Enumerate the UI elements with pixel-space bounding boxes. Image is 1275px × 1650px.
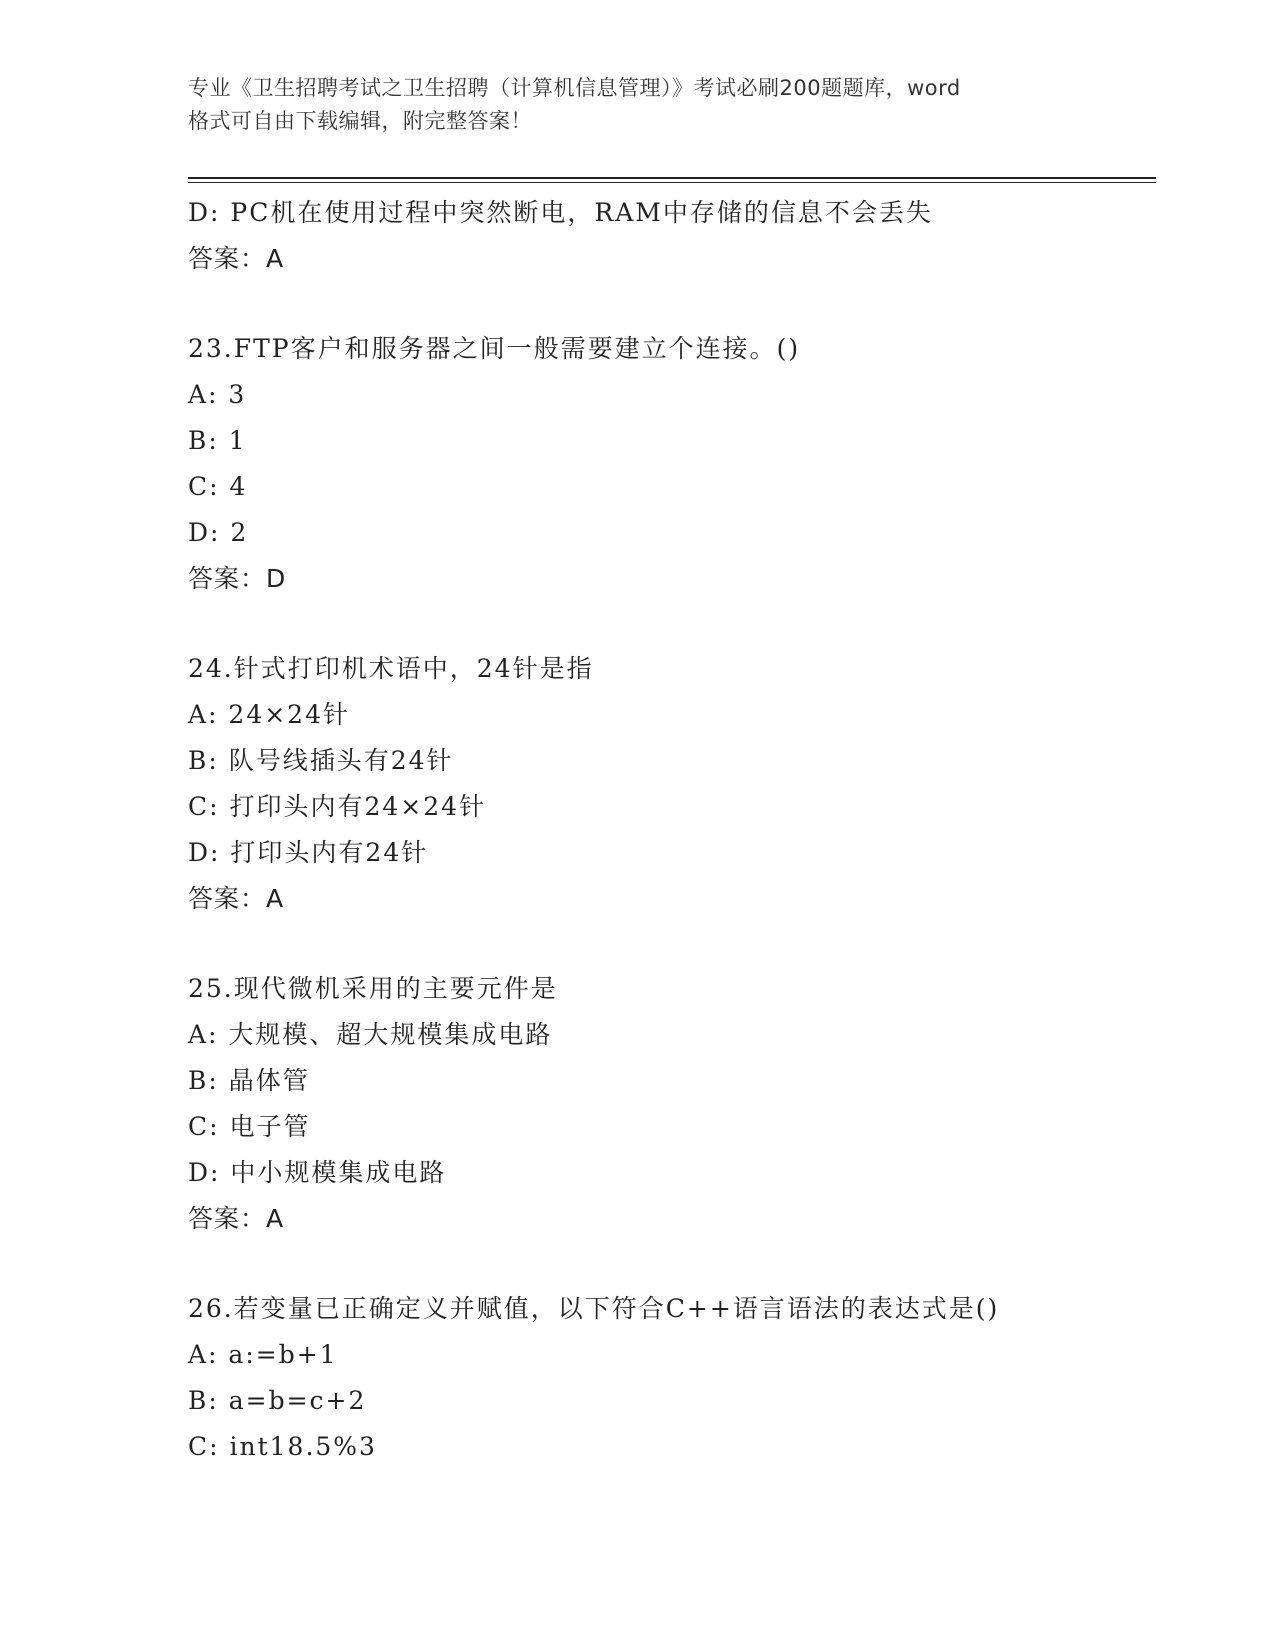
header-divider-thin (188, 182, 1156, 183)
header-title-line-2: 格式可自由下载编辑，附完整答案！ (188, 109, 532, 133)
question-stem: 23.FTP客户和服务器之间一般需要建立个连接。() (188, 334, 801, 363)
question-stem: 25.现代微机采用的主要元件是 (188, 974, 558, 1003)
question-block-23 (188, 326, 1148, 602)
spacer (188, 282, 1148, 326)
option-c: C: 4 (188, 472, 248, 501)
answer-line: 答案：A (188, 884, 285, 913)
option-c: C: 打印头内有24×24针 (188, 792, 487, 821)
question-stem: 26.若变量已正确定义并赋值，以下符合C++语言语法的表达式是() (188, 1294, 1000, 1323)
header-title-line-1: 专业《卫生招聘考试之卫生招聘（计算机信息管理）》考试必刷200题题库，word (188, 76, 961, 100)
option-b: B: a=b=c+2 (188, 1386, 367, 1415)
option-d: D: 打印头内有24针 (188, 838, 429, 867)
answer-line: 答案：A (188, 1204, 285, 1233)
answer-line: 答案：D (188, 564, 287, 593)
option-d: D: 中小规模集成电路 (188, 1158, 447, 1187)
option-d: D: 2 (188, 518, 249, 547)
question-block-24 (188, 646, 1148, 922)
spacer (188, 922, 1148, 966)
question-block-25 (188, 966, 1148, 1242)
option-a: A: 24×24针 (188, 700, 350, 729)
question-block-22 (188, 190, 1148, 282)
option-a: A: 大规模、超大规模集成电路 (188, 1020, 553, 1049)
option-b: B: 晶体管 (188, 1066, 310, 1095)
option-b: B: 1 (188, 426, 247, 455)
option-a: A: a:=b+1 (188, 1340, 338, 1369)
question-stem: 24.针式打印机术语中，24针是指 (188, 654, 594, 683)
header-divider-thick (188, 177, 1156, 179)
option-c: C: int18.5%3 (188, 1432, 377, 1461)
option-d: D: PC机在使用过程中突然断电，RAM中存储的信息不会丢失 (188, 198, 933, 227)
spacer (188, 1242, 1148, 1286)
spacer (188, 602, 1148, 646)
question-list (188, 190, 1148, 1470)
option-b: B: 队号线插头有24针 (188, 746, 454, 775)
answer-line: 答案：A (188, 244, 285, 273)
question-block-26 (188, 1286, 1148, 1470)
option-c: C: 电子管 (188, 1112, 311, 1141)
document-header (188, 72, 1088, 138)
option-a: A: 3 (188, 380, 247, 409)
